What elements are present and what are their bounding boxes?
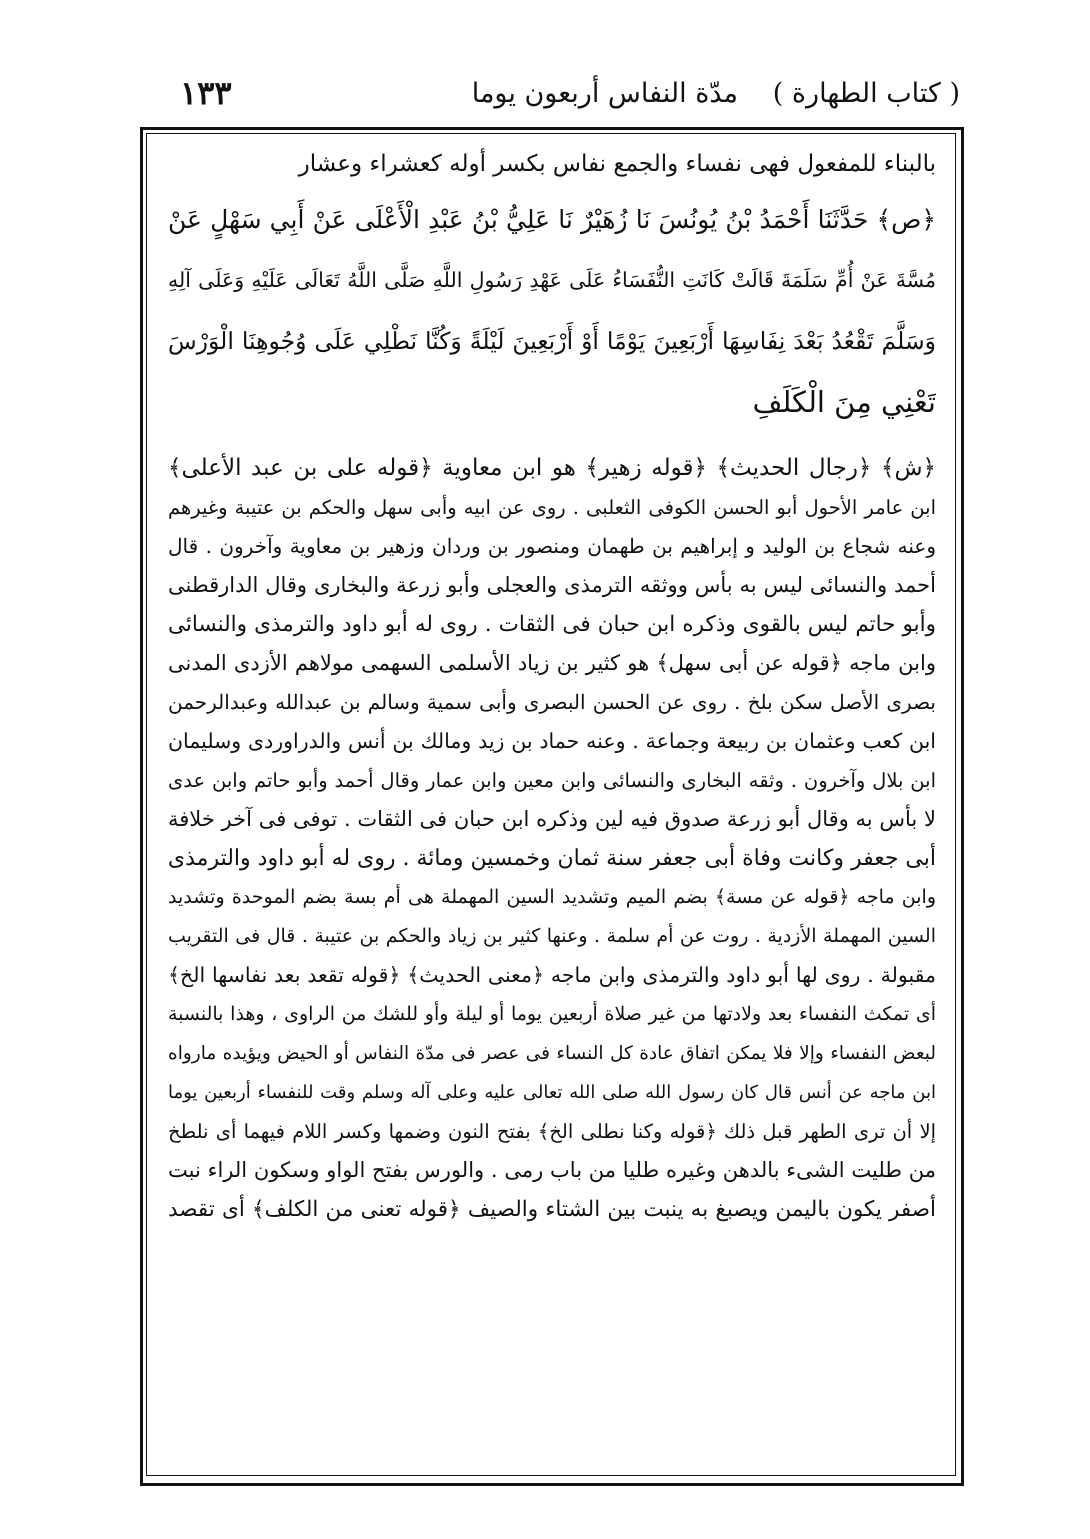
commentary-line: ابن ماجه عن أنس قال كان رسول الله صلى الله تعالى عليه وعلى آله وسلم وقت للنفساء أربعين يوما [168,1082,936,1103]
commentary-line: أحمد والنسائى ليس به بأس ووثقه الترمذى والعجلى وأبو زرعة والبخارى وقال الدارقطنى [168,573,936,597]
commentary-line: وأبو حاتم ليس بالقوى وذكره ابن حبان فى الثقات . روى له أبو داود والترمذى والنسائى [168,612,936,637]
section-title: مدّة النفاس أربعون يوما [471,78,738,109]
commentary-line: إلا أن ترى الطهر قبل ذلك ﴿قوله وكنا نطلى الخ﴾ بفتح النون وضمها وكسر اللام فيهما أى نلطخ [168,1120,936,1143]
hadith-line: مُسَّةَ عَنْ أُمِّ سَلَمَةَ قَالَتْ كَانَتِ النُّفَسَاءُ عَلَى عَهْدِ رَسُولِ اللَّهِ صَلَّى اللَّهُ تَعَالَى عَلَيْهِ وَعَلَى آلِهِ [168,268,936,292]
commentary-line: ابن كعب وعثمان بن ربيعة وجماعة . وعنه حماد بن زيد ومالك بن أنس والدراوردى وسليمان [168,729,936,753]
page-header [140,72,960,122]
commentary-line: ﴿ش﴾ ﴿رجال الحديث﴾ ﴿قوله زهير﴾ هو ابن معاوية ﴿قوله على بن عبد الأعلى﴾ [168,455,936,481]
commentary-line: لا بأس به وقال أبو زرعة صدوق فيه لين وذكره ابن حبان فى الثقات . توفى فى آخر خلافة [168,807,936,831]
hadith-line: تَعْنِي مِنَ الْكَلَفِ [752,385,936,419]
hadith-text [168,189,936,433]
commentary-line: مقبولة . روى لها أبو داود والترمذى وابن ماجه ﴿معنى الحديث﴾ ﴿قوله تقعد بعد نفاسها الخ﴾ [168,963,936,987]
page-number: ١٣٣ [180,74,232,112]
page-content [168,145,936,1470]
commentary-line: وابن ماجه ﴿قوله عن أبى سهل﴾ هو كثير بن زياد الأسلمى السهمى مولاهم الأزدى المدنى [168,651,936,675]
commentary-line: ابن عامر الأحول أبو الحسن الكوفى الثعلبى . روى عن ابيه وأبى سهل والحكم بن عتيبة وغيرهم [168,496,936,519]
commentary-line: السين المهملة الأزدية . روت عن أم سلمة . وعنها كثير بن زياد والحكم بن عتيبة . قال فى التقريب [168,925,936,947]
commentary-line: أصفر يكون باليمن ويصبغ به ينبت بين الشتاء والصيف ﴿قوله تعنى من الكلف﴾ أى تقصد [168,1197,936,1222]
commentary-line: أى تمكث النفساء بعد ولادتها من غير صلاة أربعين يوما أو ليلة وأو للشك من الراوى ، وهذا بالنسبة [168,1003,936,1025]
chapter-title: ( كتاب الطهارة ) [772,78,960,109]
intro-line: بالبناء للمفعول فهى نفساء والجمع نفاس بكسر أوله كعشراء وعشار [298,151,936,177]
commentary-line: وعنه شجاع بن الوليد و إبراهيم بن طهمان ومنصور بن وردان وزهير بن معاوية وآخرون . قال [168,534,936,558]
hadith-line: ﴿ص﴾ حَدَّثَنَا أَحْمَدُ بْنُ يُونُسَ نَا زُهَيْرٌ نَا عَلِيُّ بْنُ عَبْدِ الْأَعْلَى عَنْ أَبِي سَهْلٍ عَنْ [168,205,936,234]
commentary-line: من طليت الشىء بالدهن وغيره طليا من باب رمى . والورس بفتح الواو وسكون الراء نبت [168,1158,936,1182]
commentary-line: ابن بلال وآخرون . وثقه البخارى والنسائى وابن معين وابن عمار وقال أحمد وأبو حاتم وابن عدى [168,769,936,792]
commentary-line: بصرى الأصل سكن بلخ . روى عن الحسن البصرى وأبى سمية وسالم بن عبدالله وعبدالرحمن [168,690,936,714]
commentary-text [168,449,936,1229]
commentary-line: أبى جعفر وكانت وفاة أبى جعفر سنة ثمان وخمسين ومائة . روى له أبو داود والترمذى [168,846,936,871]
commentary-line: لبعض النفساء وإلا فلا يمكن اتفاق عادة كل النساء فى عصر فى مدّة النفاس أو الحيض ويؤيده مارواه [168,1043,936,1064]
hadith-line: وَسَلَّمَ تَقْعُدُ بَعْدَ نِفَاسِهَا أَرْبَعِينَ يَوْمًا أَوْ أَرْبَعِينَ لَيْلَةً وَكُنَّا نَطْلِي عَلَى وُجُوهِنَا الْوَرْسَ [168,327,936,355]
commentary-line: وابن ماجه ﴿قوله عن مسة﴾ بضم الميم وتشديد السين المهملة هى أم بسة بضم الموحدة وتشديد [168,886,936,908]
